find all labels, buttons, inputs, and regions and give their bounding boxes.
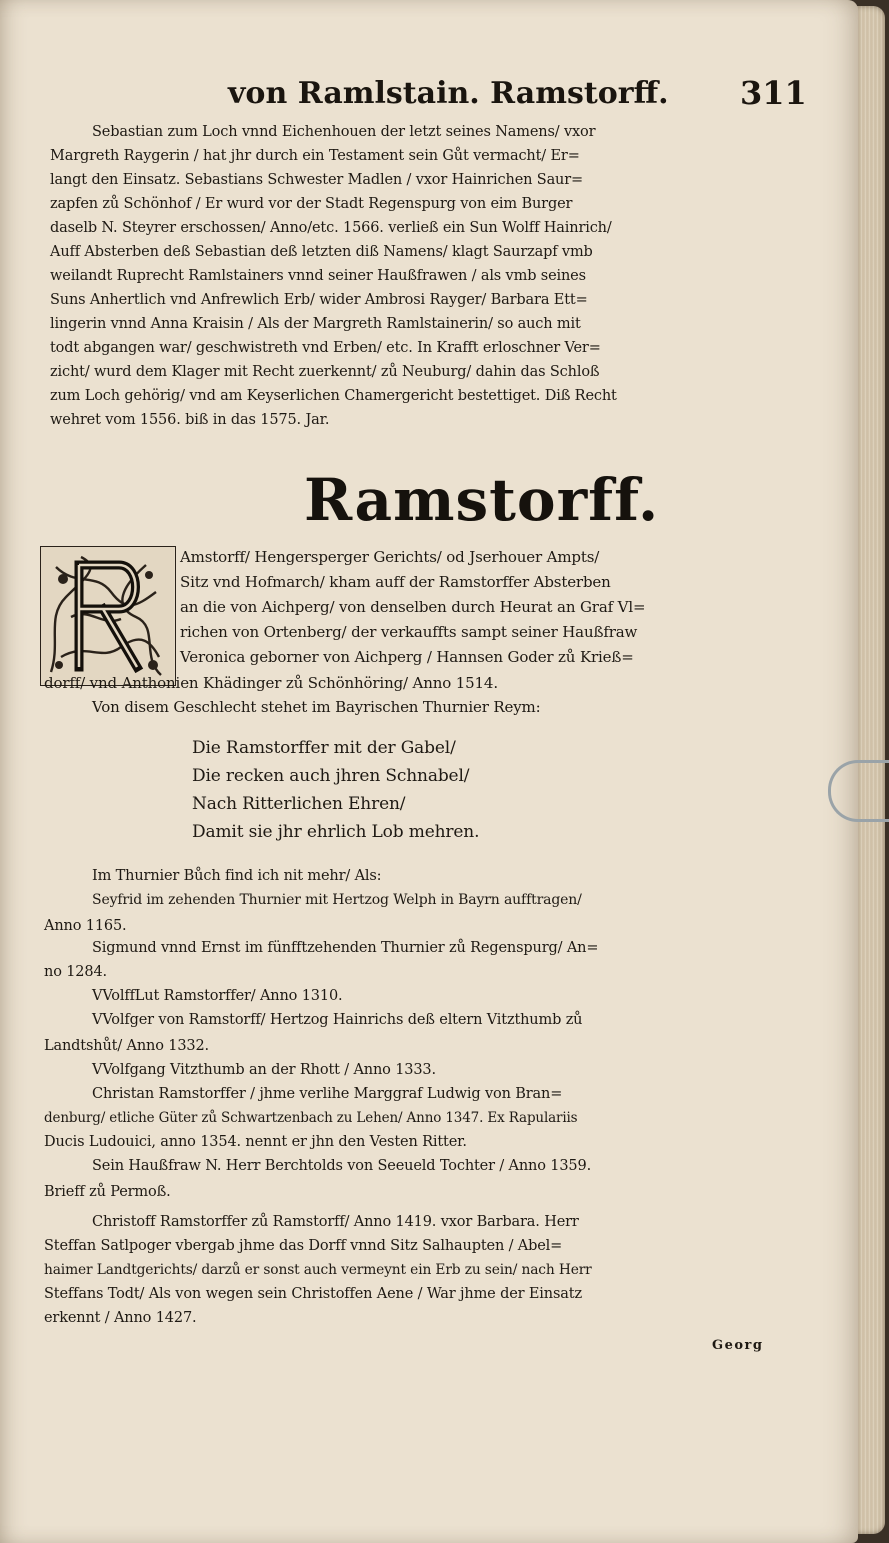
text-line: no 1284.	[44, 964, 107, 980]
text-line: Steffan Satlpoger vbergab jhme das Dorff vnnd Sitz Salhaupten / Abel=	[44, 1238, 563, 1254]
text-line: weilandt Ruprecht Ramlstainers vnnd seiner Haußfrawen / als vmb seines	[50, 268, 586, 284]
text-line: Ducis Ludouici, anno 1354. nennt er jhn den Vesten Ritter.	[44, 1134, 467, 1150]
text-line: an die von Aichperg/ von denselben durch Heurat an Graf Vl=	[180, 598, 646, 616]
text-line: Christoff Ramstorffer zů Ramstorff/ Anno 1419. vxor Barbara. Herr	[92, 1214, 579, 1230]
text-line: haimer Landtgerichts/ darzů er sonst auch vermeynt ein Erb zu sein/ nach Herr	[44, 1262, 592, 1278]
text-line: Steffans Todt/ Als von wegen sein Christoffen Aene / War jhme der Einsatz	[44, 1286, 582, 1302]
verse-line: Die Ramstorffer mit der Gabel/	[192, 738, 456, 758]
text-line: Sigmund vnnd Ernst im fünfftzehenden Thurnier zů Regenspurg/ An=	[92, 940, 599, 956]
text-line: Anno 1165.	[44, 918, 127, 934]
text-line: dorff/ vnd Anthonien Khädinger zů Schönhöring/ Anno 1514.	[44, 674, 498, 692]
text-line: Sebastian zum Loch vnnd Eichenhouen der letzt seines Namens/ vxor	[92, 124, 596, 140]
text-line: daselb N. Steyrer erschossen/ Anno/etc. 1566. verließ ein Sun Wolff Hainrich/	[50, 220, 612, 236]
text-line: lingerin vnnd Anna Kraisin / Als der Margreth Ramlstainerin/ so auch mit	[50, 316, 581, 332]
text-line: VVolfgang Vitzthumb an der Rhott / Anno 1333.	[92, 1062, 436, 1078]
text-line: Veronica geborner von Aichperg / Hannsen Goder zů Krieß=	[180, 648, 634, 666]
text-line: denburg/ etliche Güter zů Schwartzenbach zu Lehen/ Anno 1347. Ex Rapulariis	[44, 1110, 578, 1126]
verse-line: Damit sie jhr ehrlich Lob mehren.	[192, 822, 480, 842]
text-line: Suns Anhertlich vnd Anfrewlich Erb/ wider Ambrosi Rayger/ Barbara Ett=	[50, 292, 588, 308]
text-line: Amstorff/ Hengersperger Gerichts/ od Jserhouer Ampts/	[180, 548, 600, 566]
text-line: wehret vom 1556. biß in das 1575. Jar.	[50, 412, 330, 428]
text-line: VVolfger von Ramstorff/ Hertzog Hainrichs deß eltern Vitzthumb zů	[92, 1012, 583, 1028]
text-line: todt abgangen war/ geschwistreth vnd Erben/ etc. In Krafft erloschner Ver=	[50, 340, 601, 356]
text-line: Seyfrid im zehenden Thurnier mit Hertzog Welph in Bayrn aufftragen/	[92, 892, 582, 908]
running-head: von Ramlstain. Ramstorff.	[228, 76, 669, 111]
text-line: Von disem Geschlecht stehet im Bayrischen Thurnier Reym:	[92, 698, 541, 716]
section-title: Ramstorff.	[304, 466, 660, 534]
verse-line: Nach Ritterlichen Ehren/	[192, 794, 406, 814]
text-line: Landtshůt/ Anno 1332.	[44, 1038, 210, 1054]
text-line: Margreth Raygerin / hat jhr durch ein Testament sein Gůt vermacht/ Er=	[50, 148, 580, 164]
page-clip	[828, 760, 889, 822]
page-number: 311	[740, 74, 807, 112]
text-line: erkennt / Anno 1427.	[44, 1310, 197, 1326]
text-line: VVolffLut Ramstorffer/ Anno 1310.	[92, 988, 343, 1004]
text-line: Sitz vnd Hofmarch/ kham auff der Ramstorffer Absterben	[180, 573, 611, 591]
text-line: langt den Einsatz. Sebastians Schwester Madlen / vxor Hainrichen Saur=	[50, 172, 584, 188]
text-line: Brieff zů Permoß.	[44, 1184, 171, 1200]
text-line: zum Loch gehörig/ vnd am Keyserlichen Chamergericht bestettiget. Diß Recht	[50, 388, 617, 404]
text-line: zapfen zů Schönhof / Er wurd vor der Stadt Regenspurg von eim Burger	[50, 196, 573, 212]
text-line: richen von Ortenberg/ der verkauffts sampt seiner Haußfraw	[180, 623, 638, 641]
text-line: Im Thurnier Bůch find ich nit mehr/ Als:	[92, 868, 382, 884]
catchword: Georg	[712, 1338, 764, 1353]
text-line: Christan Ramstorffer / jhme verlihe Marggraf Ludwig von Bran=	[92, 1086, 563, 1102]
text-line: Auff Absterben deß Sebastian deß letzten diß Namens/ klagt Saurzapf vmb	[50, 244, 593, 260]
text-line: Sein Haußfraw N. Herr Berchtolds von Seeueld Tochter / Anno 1359.	[92, 1158, 592, 1174]
text-line: zicht/ wurd dem Klager mit Recht zuerkennt/ zů Neuburg/ dahin das Schloß	[50, 364, 600, 380]
verse-line: Die recken auch jhren Schnabel/	[192, 766, 470, 786]
